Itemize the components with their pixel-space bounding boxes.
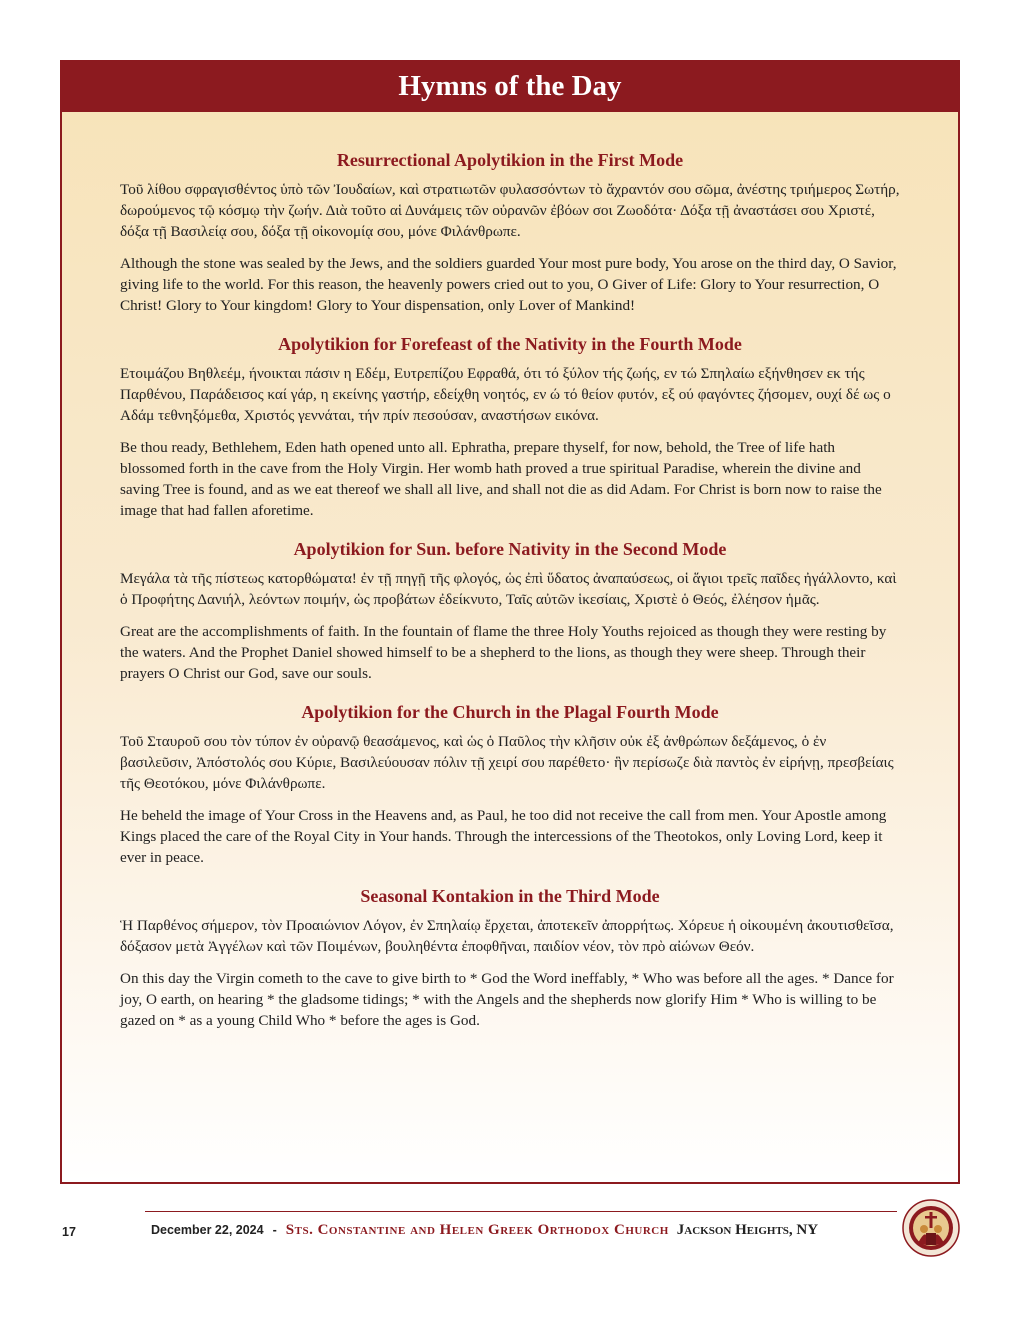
church-name: Sts. Constantine and Helen Greek Orthodox Church <box>285 1222 669 1238</box>
hymn-greek-text: Ἡ Παρθένος σήμερον, τὸν Προαιώνιον Λόγον, ἐν Σπηλαίῳ ἔρχεται, ἀποτεκεῖν ἀπορρήτως. Χόρευε ἡ οἰκουμένη ἀκουτισθεῖσα, δόξασον μετὰ Ἀγγέλων καὶ τῶν Ποιμένων, βουληθέντα ἐποφθῆναι, παιδίον νέον, τὸν πρὸ αἰώνων Θεόν. <box>120 917 894 955</box>
hymn-greek-text: Μεγάλα τὰ τῆς πίστεως κατορθώματα! ἐν τῇ πηγῇ τῆς φλογός, ὡς ἐπὶ ὕδατος ἀναπαύσεως, οἱ ἅγιοι τρεῖς παῖδες ἠγάλλοντο, καὶ ὁ Προφήτης Δανιήλ, λεόντων ποιμήν, ὡς προβάτων ἐδείκνυτο, Ταῖς αὐτῶν ἱκεσίαις, Χριστὲ ὁ Θεός, ἐλέησον ἡμᾶς. <box>120 570 897 608</box>
hymn-greek-text: Τοῦ λίθου σφραγισθέντος ὑπὸ τῶν Ἰουδαίων, καὶ στρατιωτῶν φυλασσόντων τὸ ἄχραντόν σου σῶμα, ἀνέστης τριήμερος Σωτήρ, δωρούμενος τῷ κόσμῳ τὴν ζωήν. Διὰ τοῦτο αἱ Δυνάμεις τῶν οὐρανῶν ἐβόων σοι Ζωοδότα· Δόξα τῇ ἀναστάσει σου Χριστέ, δόξα τῇ Βασιλείᾳ σου, δόξα τῇ οἰκονομίᾳ σου, μόνε Φιλάνθρωπε. <box>120 181 900 240</box>
hymn-english-text: On this day the Virgin cometh to the cave to give birth to * God the Word ineffably, * Who was before all the ages. * Dance for joy, O earth, on hearing * the gladsome tidings; * with the Angels and the shepherds now glorify Him * Who is willing to be gazed on * as a young Child Who * before the ages is God. <box>120 970 894 1029</box>
hymns-content <box>62 112 958 1031</box>
church-location: Jackson Heights, NY <box>676 1222 819 1238</box>
footer-divider <box>145 1211 897 1212</box>
hymn-heading: Apolytikion for the Church in the Plagal Fourth Mode <box>301 702 719 722</box>
hymn-greek-text: Ετοιμάζου Βηθλεέμ, ήνοικται πάσιν η Εδέμ, Ευτρεπίζου Εφραθά, ότι τό ξύλον τής ζωής, εν τώ Σπηλαίω εξήνθησεν εκ τής Παρθένου, Παράδεισος καί γάρ, η εκείνης γαστήρ, εδείχθη νοητός, εν ώ τό θείον φυτόν, εξ ού φαγόντες ζήσομεν, ουχί δέ ως ο Αδάμ τεθνηξόμεθα, Χριστός γεννάται, τήν πρίν πεσούσαν, αναστήσων εικόνα. <box>120 365 891 424</box>
hymn-section <box>120 334 900 521</box>
hymn-english-text: Although the stone was sealed by the Jews, and the soldiers guarded Your most pure body, You arose on the third day, O Savior, giving life to the world. For this reason, the heavenly powers cried out to you, O Giver of Life: Glory to Your resurrection, O Christ! Glory to Your kingdom! Glory to Your dispensation, only Lover of Mankind! <box>120 255 897 314</box>
hymns-panel <box>60 60 960 1184</box>
hymn-greek-text: Τοῦ Σταυροῦ σου τὸν τύπον ἐν οὐρανῷ θεασάμενος, καὶ ὡς ὁ Παῦλος τὴν κλῆσιν οὐκ ἐξ ἀνθρώπων δεξάμενος, ὁ ἐν βασιλεῦσιν, Ἀπόστολός σου Κύριε, Βασιλεύουσαν πόλιν τῇ χειρί σου παρέθετο· ἣν περίσωζε διὰ παντὸς ἐν εἰρήνῃ, πρεσβείαις τῆς Θεοτόκου, μόνε Φιλάνθρωπε. <box>120 733 894 792</box>
hymn-heading: Apolytikion for Sun. before Nativity in the Second Mode <box>293 539 727 559</box>
footer-info <box>151 1221 818 1239</box>
page-title: Hymns of the Day <box>62 62 958 112</box>
footer-date: December 22, 2024 <box>151 1223 264 1237</box>
hymn-heading: Resurrectional Apolytikion in the First Mode <box>336 150 684 170</box>
hymn-section <box>120 150 900 316</box>
page-number: 17 <box>62 1225 76 1239</box>
hymn-section <box>120 539 900 684</box>
hymn-english-text: He beheld the image of Your Cross in the Heavens and, as Paul, he too did not receive the call from men. Your Apostle among Kings placed the care of the Royal City in Your hands. Through the intercessions of the Theotokos, only Loving Lord, keep it ever in peace. <box>120 807 887 866</box>
footer-separator: - <box>272 1223 277 1237</box>
hymn-section <box>120 886 900 1031</box>
hymn-section <box>120 702 900 868</box>
church-seal-icon <box>902 1199 960 1257</box>
hymn-english-text: Great are the accomplishments of faith. In the fountain of flame the three Holy Youths rejoiced as though they were resting by the waters. And the Prophet Daniel showed himself to be a shepherd to the lions, as though they were sheep. Through their prayers O Christ our God, save our souls. <box>120 623 887 682</box>
hymn-heading: Seasonal Kontakion in the Third Mode <box>360 886 660 906</box>
page-footer <box>0 1221 1020 1247</box>
hymn-english-text: Be thou ready, Bethlehem, Eden hath opened unto all. Ephratha, prepare thyself, for now, behold, the Tree of life hath blossomed forth in the cave from the Holy Virgin. Her womb hath proved a true spiritual Paradise, wherein the divine and saving Tree is found, and as we eat thereof we shall all live, and shall not die as did Adam. For Christ is born now to raise the image that had fallen aforetime. <box>120 439 882 519</box>
hymn-heading: Apolytikion for Forefeast of the Nativity in the Fourth Mode <box>278 334 742 354</box>
